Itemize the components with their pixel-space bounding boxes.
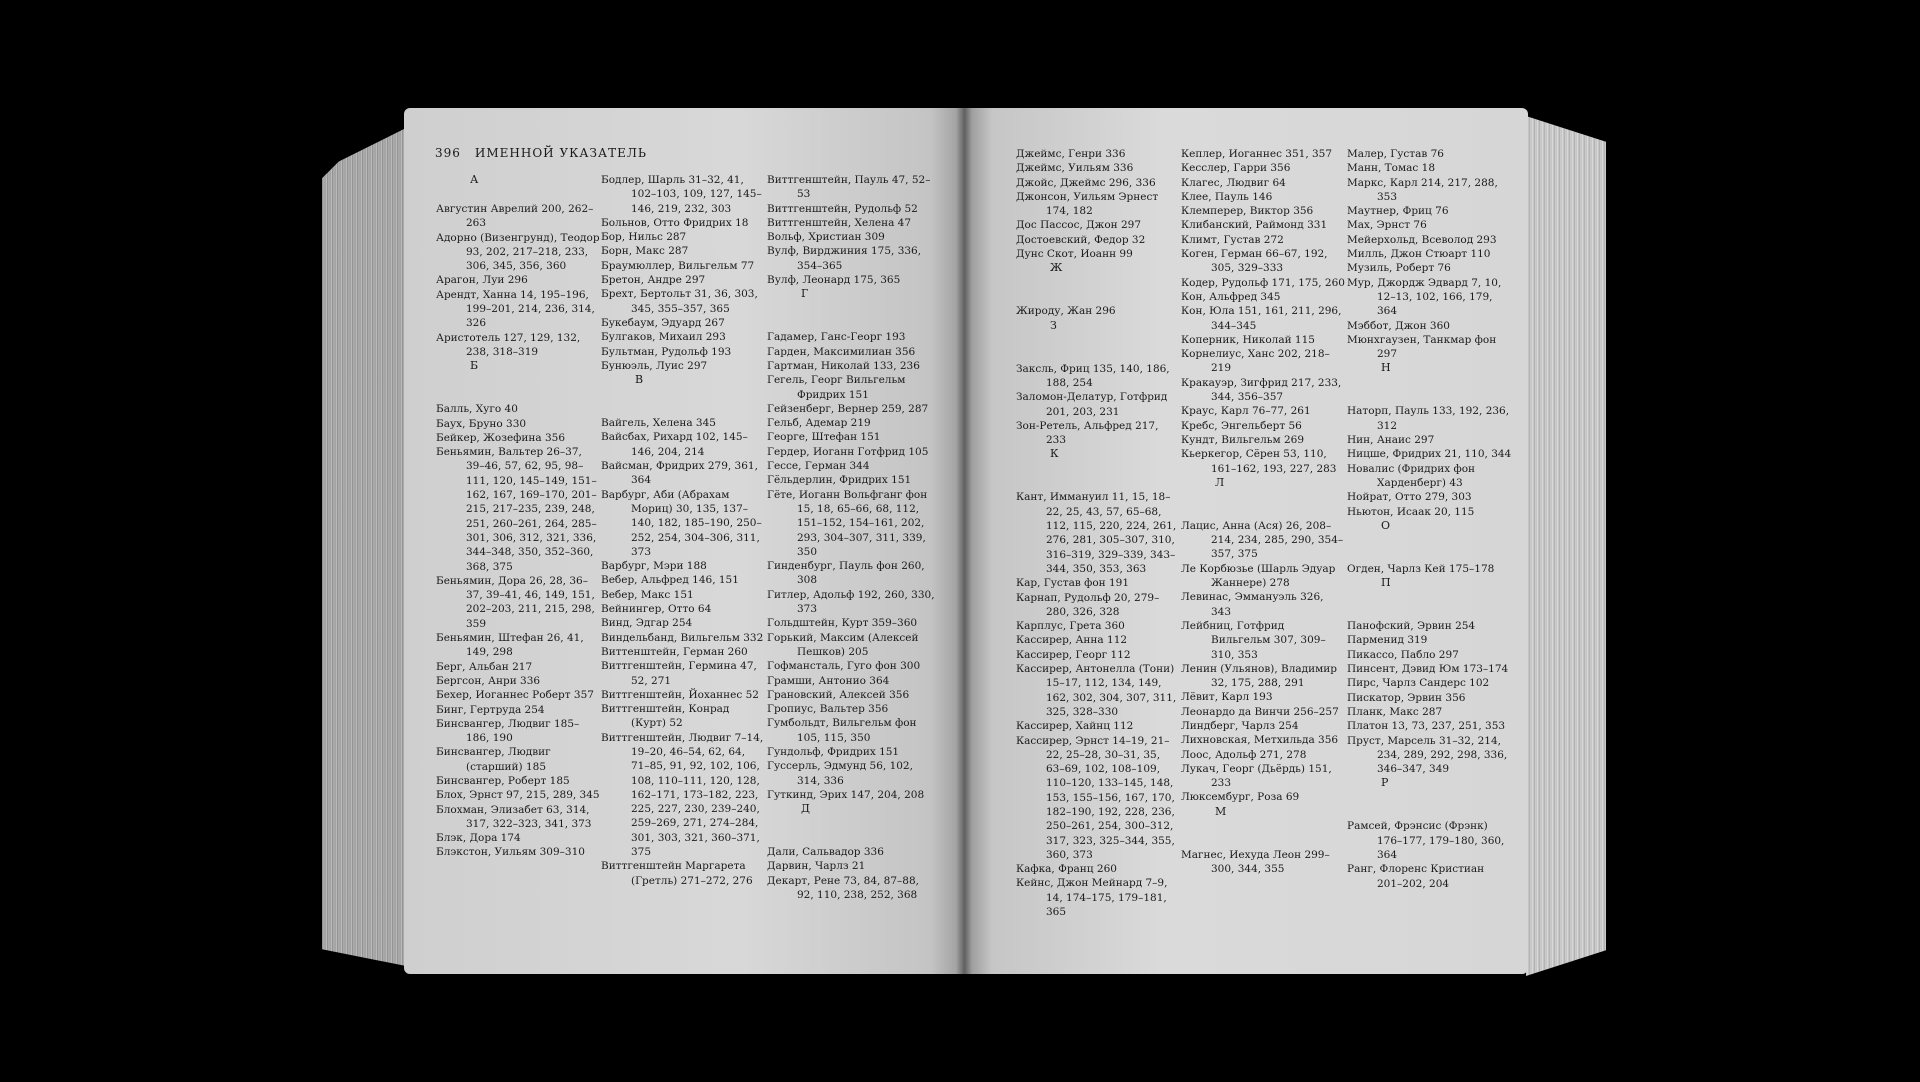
index-entry: Коперник, Николай 115	[1181, 333, 1315, 346]
index-column-3	[767, 173, 937, 902]
index-entry: Блох, Эрнст 97, 215, 289, 345	[436, 789, 600, 802]
index-entry: Гартман, Николай 133, 236	[767, 359, 920, 372]
index-entry: Маркс, Карл 214, 217, 288, 353	[1347, 176, 1498, 203]
index-entry: Платон 13, 73, 237, 251, 353	[1347, 720, 1506, 733]
index-entry: Кассирер, Анна 112	[1016, 634, 1128, 647]
book-gutter	[956, 108, 972, 974]
index-entry: Пирс, Чарлз Сандерс 102	[1347, 677, 1490, 690]
index-entry: Климт, Густав 272	[1181, 233, 1284, 246]
index-entry: Кар, Густав фон 191	[1016, 577, 1130, 590]
index-column-6	[1347, 147, 1512, 891]
index-entry: Маутнер, Фриц 76	[1347, 205, 1449, 218]
index-entry: Виттгенштейн, Рудольф 52	[767, 202, 918, 215]
index-entry: Клагес, Людвиг 64	[1181, 176, 1286, 189]
index-entry: Мур, Джордж Эдвард 7, 10, 12–13, 102, 166, 179, 364	[1347, 276, 1502, 318]
index-entry: Кесслер, Гарри 356	[1181, 162, 1291, 175]
index-entry: Бретон, Андре 297	[601, 274, 706, 287]
index-letter-heading: Ж	[1050, 261, 1063, 275]
index-entry: Гуссерль, Эдмунд 56, 102, 314, 336	[767, 760, 913, 787]
index-entry: Лукач, Георг (Дьёрдь) 151, 233	[1181, 762, 1332, 790]
index-entry: Ницше, Фридрих 21, 110, 344	[1347, 448, 1512, 461]
index-entry: Левинас, Эммануэль 326, 343	[1181, 591, 1324, 618]
index-entry: Ленин (Ульянов), Владимир 32, 175, 288, 291	[1181, 662, 1338, 690]
index-entry: Гердер, Иоганн Готфрид 105	[767, 445, 929, 458]
index-entry: Панофский, Эрвин 254	[1347, 620, 1476, 633]
index-entry: Новалис (Фридрих фон Харденберг) 43	[1347, 462, 1476, 489]
index-letter-heading: З	[1050, 318, 1057, 332]
index-entry: Берг, Альбан 217	[436, 660, 533, 673]
index-entry: Джойс, Джеймс 296, 336	[1016, 176, 1156, 189]
index-entry: Аристотель 127, 129, 132, 238, 318–319	[436, 331, 581, 358]
index-entry: Дос Пассос, Джон 297	[1016, 219, 1142, 232]
index-entry: Мах, Эрнст 76	[1347, 219, 1427, 232]
index-entry: Нойрат, Отто 279, 303	[1347, 491, 1472, 504]
index-entry: Планк, Макс 287	[1347, 705, 1443, 718]
index-entry: Гёте, Иоганн Вольфганг фон 15, 18, 65–66, 68, 112, 151–152, 154–161, 202, 293, 304–307, 311, 339, 350	[767, 488, 928, 558]
index-entry: Блэк, Дора 174	[436, 832, 521, 845]
index-entry: Бинсвангер, Людвиг 185–186, 190	[436, 717, 580, 745]
index-entry: Гарден, Максимилиан 356	[767, 345, 916, 358]
index-column-1	[436, 173, 601, 860]
index-entry: Малер, Густав 76	[1347, 148, 1444, 160]
index-entry: Гегель, Георг Вильгельм Фридрих 151	[767, 374, 906, 401]
index-entry: Мейерхольд, Всеволод 293	[1347, 233, 1497, 246]
index-letter-heading: О	[1381, 518, 1391, 532]
index-entry: Заксль, Фриц 135, 140, 186, 188, 254	[1016, 362, 1170, 389]
index-entry: Кундт, Вильгельм 269	[1181, 433, 1305, 446]
index-entry: Гумбольдт, Вильгельм фон 105, 115, 350	[767, 717, 917, 744]
index-entry: Гитлер, Адольф 192, 260, 330, 373	[767, 588, 935, 616]
index-entry: Музиль, Роберт 76	[1347, 262, 1451, 275]
index-entry: Декарт, Рене 73, 84, 87–88, 92, 110, 238, 252, 368	[767, 874, 919, 902]
index-entry: Кассирер, Георг 112	[1016, 648, 1131, 661]
index-entry: Дунс Скот, Иоанн 99	[1016, 248, 1133, 261]
index-entry: Бергсон, Анри 336	[436, 674, 541, 687]
index-entry: Грамши, Антонио 364	[767, 674, 890, 687]
index-entry: Арагон, Луи 296	[436, 274, 528, 287]
index-entry: Достоевский, Федор 32	[1016, 233, 1146, 246]
page-number: 396	[435, 146, 461, 160]
index-entry: Бейкер, Жозефина 356	[436, 431, 566, 444]
index-entry: Беньямин, Вальтер 26–37, 39–46, 57, 62, 95, 98–111, 120, 145–149, 151–162, 167, 169–170, 201–215, 217–235, 239, 248, 251, 260–261, 264, 285–301, 306, 312, 321, 336, 344–348, 350, 352–360, 368, 375	[436, 446, 597, 573]
index-entry: Зон-Ретель, Альфред 217, 233	[1016, 419, 1159, 447]
index-column-2	[601, 173, 766, 888]
index-letter-heading: Г	[801, 287, 809, 301]
index-letter-heading: П	[1381, 576, 1391, 590]
index-column-4	[1016, 147, 1181, 919]
index-entry: Леонардо да Винчи 256–257	[1181, 705, 1339, 718]
index-entry: Виттенштейн, Герман 260	[601, 645, 748, 658]
index-letter-heading: Д	[801, 802, 810, 816]
index-entry: Грановский, Алексей 356	[767, 688, 910, 701]
index-entry: Вебер, Макс 151	[601, 588, 694, 601]
index-entry: Баух, Бруно 330	[436, 417, 527, 430]
index-entry: Булгаков, Михаил 293	[601, 331, 726, 344]
running-head-title: ИМЕННОЙ УКАЗАТЕЛЬ	[474, 146, 647, 160]
index-column-5	[1181, 147, 1346, 876]
index-entry: Джеймс, Уильям 336	[1016, 162, 1134, 175]
index-entry: Варбург, Аби (Абрахам Мориц) 30, 135, 137–140, 182, 185–190, 250–252, 254, 304–306, 311, 373	[601, 488, 762, 558]
index-entry: Беньямин, Штефан 26, 41, 149, 298	[436, 632, 584, 659]
index-letter-heading: В	[635, 373, 644, 387]
index-entry: Вулф, Вирджиния 175, 336, 354–365	[767, 245, 922, 272]
index-entry: Гёльдерлин, Фридрих 151	[767, 474, 912, 487]
index-entry: Ле Корбюзье (Шарль Эдуар Жаннере) 278	[1181, 562, 1336, 590]
index-entry: Блэкстон, Уильям 309–310	[436, 846, 585, 859]
index-entry: Горький, Максим (Алексей Пешков) 205	[767, 631, 919, 658]
index-entry: Нин, Анаис 297	[1347, 434, 1435, 447]
index-entry: Гундольф, Фридрих 151	[767, 745, 900, 758]
index-entry: Гессе, Герман 344	[767, 460, 870, 473]
index-entry: Заломон-Делатур, Готфрид 201, 203, 231	[1016, 391, 1168, 418]
index-entry: Борн, Макс 287	[601, 245, 689, 258]
index-entry: Браумюллер, Вильгельм 77	[601, 259, 755, 272]
index-entry: Лёвит, Карл 193	[1181, 691, 1273, 704]
index-entry: Гуткинд, Эрих 147, 204, 208	[767, 788, 925, 801]
index-entry: Кон, Альфред 345	[1181, 290, 1281, 303]
index-entry: Винд, Эдгар 254	[601, 617, 693, 630]
index-entry: Жироду, Жан 296	[1016, 305, 1116, 318]
index-entry: Джонсон, Уильям Эрнест 174, 182	[1016, 190, 1159, 218]
index-entry: Карнап, Рудольф 20, 279–280, 326, 328	[1016, 591, 1160, 618]
index-entry: Варбург, Мэри 188	[601, 560, 707, 573]
index-entry: Вольф, Христиан 309	[767, 231, 885, 244]
index-entry: Больнов, Отто Фридрих 18	[601, 216, 749, 229]
index-entry: Дали, Сальвадор 336	[767, 846, 884, 859]
index-entry: Виттгенштейн, Конрад (Курт) 52	[601, 703, 730, 730]
index-letter-heading: Б	[470, 359, 479, 373]
index-entry: Виттгенштейн, Хелена 47	[767, 216, 912, 229]
index-entry: Кейнс, Джон Мейнард 7–9, 14, 174–175, 179–181, 365	[1016, 877, 1168, 919]
index-entry: Гельб, Адемар 219	[767, 417, 871, 430]
index-entry: Клибанский, Раймонд 331	[1181, 219, 1328, 232]
page-edges-left	[322, 128, 406, 966]
index-entry: Манн, Томас 18	[1347, 162, 1436, 175]
index-entry: Бор, Нильс 287	[601, 231, 687, 244]
page-edges-right	[1526, 116, 1606, 976]
index-entry: Виттгенштейн Маргарета (Гретль) 271–272, 276	[601, 860, 753, 887]
index-entry: Кеплер, Иоганнес 351, 357	[1181, 148, 1333, 160]
index-entry: Пискатор, Эрвин 356	[1347, 691, 1466, 704]
index-entry: Вайгель, Хелена 345	[601, 417, 716, 430]
index-entry: Карплус, Грета 360	[1016, 620, 1125, 633]
index-entry: Кафка, Франц 260	[1016, 863, 1117, 876]
index-entry: Корнелиус, Ханс 202, 218–219	[1181, 348, 1330, 375]
index-entry: Пикассо, Пабло 297	[1347, 648, 1459, 661]
index-entry: Линдберг, Чарлз 254	[1181, 719, 1299, 732]
index-entry: Наторп, Пауль 133, 192, 236, 312	[1347, 405, 1510, 432]
index-entry: Беньямин, Дора 26, 28, 36–37, 39–41, 46, 149, 151, 202–203, 211, 215, 298, 359	[436, 574, 595, 630]
index-letter-heading: К	[1050, 447, 1059, 461]
index-entry: Люксембург, Роза 69	[1181, 791, 1300, 804]
index-entry: Джеймс, Генри 336	[1016, 148, 1126, 160]
index-entry: Вулф, Леонард 175, 365	[767, 274, 901, 287]
index-entry: Клее, Пауль 146	[1181, 190, 1273, 203]
index-entry: Бинсвангер, Людвиг (старший) 185	[436, 746, 551, 773]
index-entry: Виттгенштейн, Йоханнес 52	[601, 688, 759, 701]
index-entry: Гофмансталь, Гуго фон 300	[767, 660, 921, 673]
index-entry: Кассирер, Антонелла (Тони) 15–17, 112, 134, 149, 162, 302, 304, 307, 311, 325, 328–330	[1016, 663, 1177, 718]
index-entry: Кассирер, Эрнст 14–19, 21–22, 25–28, 30–31, 35, 63–69, 102, 108–109, 110–120, 133–145, 148, 153, 155–156, 167, 170, 182–190, 192, 228, 236, 250–261, 254, 300–312, 317, 323, 325–344, 355, 360, 373	[1016, 734, 1175, 861]
index-letter-heading: Р	[1381, 776, 1389, 790]
index-entry: Виттгенштейн, Пауль 47, 52–53	[767, 174, 931, 201]
index-entry: Ранг, Флоренс Кристиан 201–202, 204	[1347, 863, 1485, 890]
index-entry: Вайсбах, Рихард 102, 145–146, 204, 214	[601, 431, 748, 458]
index-entry: Виттгенштейн, Людвиг 7–14, 19–20, 46–54, 62, 64, 71–85, 91, 92, 102, 106, 108, 110–111, 120, 128, 162–171, 173–182, 223, 225, 227, 230, 239–240, 259–269, 271, 274–284, 301, 303, 321, 360–371, 375	[601, 731, 764, 859]
index-entry: Балль, Хуго 40	[436, 403, 518, 416]
index-entry: Клемперер, Виктор 356	[1181, 205, 1314, 218]
index-entry: Краус, Карл 76–77, 261	[1181, 405, 1311, 418]
index-letter-heading: А	[470, 173, 479, 186]
index-entry: Парменид 319	[1347, 634, 1428, 647]
index-entry: Блохман, Элизабет 63, 314, 317, 322–323, 341, 373	[436, 803, 592, 830]
index-entry: Мэббот, Джон 360	[1347, 319, 1450, 332]
index-entry: Кребс, Энгельберт 56	[1181, 419, 1302, 432]
index-entry: Пруст, Марсель 31–32, 214, 234, 289, 292, 298, 336, 346–347, 349	[1347, 734, 1508, 776]
index-entry: Кьеркегор, Сёрен 53, 110, 161–162, 193, 227, 283	[1181, 448, 1337, 475]
index-entry: Гейзенберг, Вернер 259, 287	[767, 402, 929, 415]
index-entry: Георге, Штефан 151	[767, 431, 881, 444]
index-entry: Арендт, Ханна 14, 195–196, 199–201, 214, 236, 314, 326	[436, 288, 595, 330]
index-entry: Ньютон, Исаак 20, 115	[1347, 505, 1475, 518]
index-entry: Дарвин, Чарлз 21	[767, 860, 866, 873]
index-entry: Гинденбург, Пауль фон 260, 308	[767, 560, 925, 587]
index-entry: Кон, Юла 151, 161, 211, 296, 344–345	[1181, 305, 1342, 332]
index-entry: Гольдштейн, Курт 359–360	[767, 617, 918, 630]
index-entry: Вайсман, Фридрих 279, 361, 364	[601, 460, 758, 487]
index-entry: Адорно (Визенгрунд), Теодор 93, 202, 217–218, 233, 306, 345, 356, 360	[436, 231, 600, 273]
index-entry: Коген, Герман 66–67, 192, 305, 329–333	[1181, 248, 1328, 275]
index-entry: Бинг, Гертруда 254	[436, 703, 545, 716]
index-entry: Августин Аврелий 200, 262–263	[436, 203, 594, 230]
index-entry: Лейбниц, Готфрид Вильгельм 307, 309–310, 353	[1181, 619, 1326, 661]
index-entry: Гропиус, Вальтер 356	[767, 703, 889, 716]
index-letter-heading: Н	[1381, 361, 1391, 375]
index-letter-heading: М	[1215, 804, 1227, 818]
index-entry: Бунюэль, Луис 297	[601, 359, 708, 372]
index-entry: Магнес, Иехуда Леон 299–300, 344, 355	[1181, 848, 1330, 876]
index-entry: Бинсвангер, Роберт 185	[436, 774, 570, 787]
index-entry: Кассирер, Хайнц 112	[1016, 720, 1134, 733]
index-entry: Бодлер, Шарль 31–32, 41, 102–103, 109, 127, 145–146, 219, 232, 303	[601, 174, 762, 215]
index-entry: Лацис, Анна (Ася) 26, 208–214, 234, 285, 290, 354–357, 375	[1181, 519, 1344, 561]
index-entry: Рамсей, Фрэнсис (Фрэнк) 176–177, 179–180, 360, 364	[1347, 820, 1505, 861]
index-entry: Бехер, Иоганнес Роберт 357	[436, 689, 594, 702]
index-entry: Виндельбанд, Вильгельм 332	[601, 631, 764, 644]
index-entry: Виттгенштейн, Гермина 47, 52, 271	[601, 660, 757, 687]
index-entry: Букебаум, Эдуард 267	[601, 316, 725, 329]
index-entry: Пинсент, Дэвид Юм 173–174	[1347, 663, 1509, 676]
index-entry: Вейнингер, Отто 64	[601, 603, 712, 616]
index-entry: Бультман, Рудольф 193	[601, 345, 732, 358]
running-head	[435, 146, 647, 160]
index-entry: Лихновская, Метхильда 356	[1181, 734, 1339, 747]
index-entry: Огден, Чарлз Кей 175–178	[1347, 562, 1495, 575]
index-entry: Гадамер, Ганс-Георг 193	[767, 331, 906, 344]
index-entry: Кодер, Рудольф 171, 175, 260	[1181, 276, 1345, 289]
index-entry: Милль, Джон Стюарт 110	[1347, 248, 1491, 261]
index-entry: Кракауэр, Зигфрид 217, 233, 344, 356–357	[1181, 376, 1342, 404]
index-entry: Вебер, Альфред 146, 151	[601, 574, 739, 587]
index-entry: Лоос, Адольф 271, 278	[1181, 748, 1307, 761]
index-entry: Брехт, Бертольт 31, 36, 303, 345, 355–357, 365	[601, 288, 758, 315]
index-letter-heading: Л	[1215, 475, 1225, 489]
index-entry: Кант, Иммануил 11, 15, 18–22, 25, 43, 57, 65–68, 112, 115, 220, 224, 261, 276, 281, 305–307, 310, 316–319, 329–339, 343–344, 350, 353, 363	[1016, 491, 1177, 575]
index-entry: Мюнхгаузен, Танкмар фон 297	[1347, 333, 1497, 361]
